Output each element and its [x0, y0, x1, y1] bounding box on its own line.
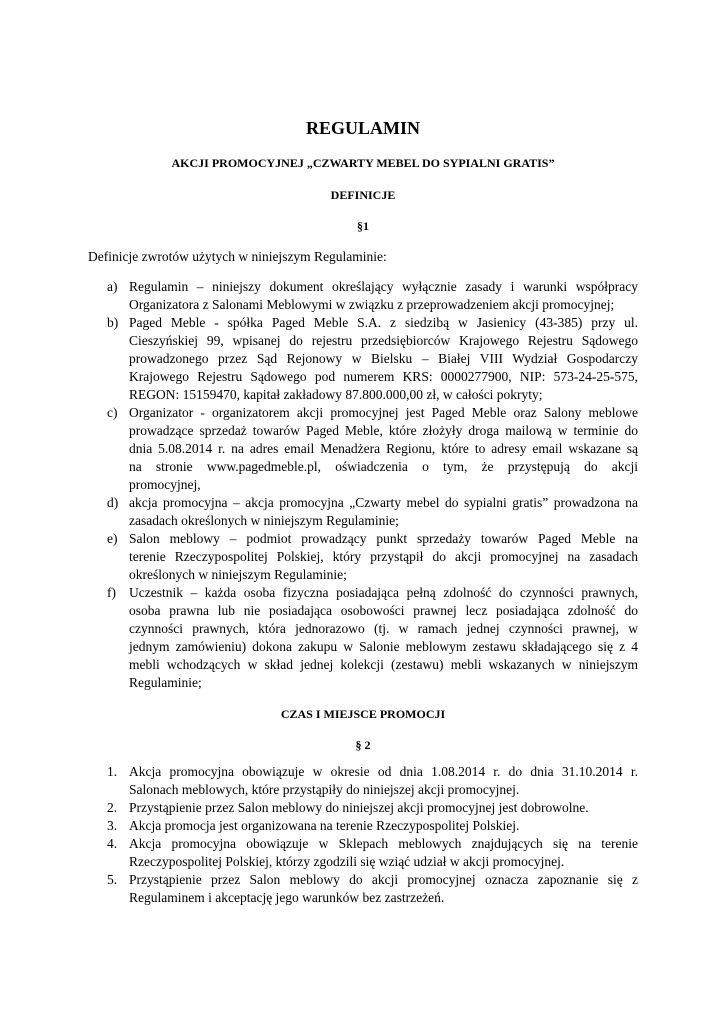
- item-text-line: prowadzące sprzedaż towarów Paged Meble, które złożyły droga mailową w terminie do: [129, 423, 638, 438]
- list-marker: a): [107, 279, 118, 294]
- item-text-line: określonych w niniejszym Regulaminie;: [129, 567, 347, 582]
- paragraph-mark-2: § 2: [355, 738, 371, 752]
- time-place-list: [88, 763, 638, 907]
- paragraph-mark-1: §1: [357, 219, 369, 233]
- item-text-line: Salon meblowy – podmiot prowadzący punkt sprzedaży towarów Paged Meble na: [129, 531, 638, 546]
- item-text-line: Akcja promocyjna obowiązuje w okresie od dnia 1.08.2014 r. do dnia 31.10.2014 r.: [129, 764, 638, 779]
- section-heading-definitions: DEFINICJE: [330, 188, 396, 202]
- list-marker: 3.: [107, 818, 118, 833]
- list-marker: 4.: [107, 836, 118, 851]
- numbered-item-1: [88, 763, 638, 799]
- list-marker: b): [107, 315, 119, 330]
- item-text-line: Akcja promocja jest organizowana na terenie Rzeczypospolitej Polskiej.: [129, 818, 520, 833]
- item-text-line: czynności prawnych, która jednorazowo (tj. w ramach jednej czynności prawnej, w: [129, 621, 638, 636]
- item-text-line: Akcja promocyjna obowiązuje w Sklepach meblowych znajdujących się na terenie: [129, 836, 638, 851]
- definition-item-c: [88, 404, 638, 494]
- item-text-line: Organizatora z Salonami Meblowymi w związku z przeprowadzeniem akcji promocyjnej;: [129, 297, 615, 312]
- definition-item-f: [88, 584, 638, 692]
- item-text-line: mebli wchodzących w skład jednej kolekcji (zestawu) mebli wskazanych w niniejszym: [129, 657, 638, 672]
- document-subtitle: AKCJI PROMOCYJNEJ „CZWARTY MEBEL DO SYPIALNI GRATIS”: [171, 156, 555, 170]
- item-text-line: Organizator - organizatorem akcji promocyjnej jest Paged Meble oraz Salony meblowe: [129, 405, 638, 420]
- item-text-line: Regulaminie;: [129, 675, 202, 690]
- item-text-line: na stronie www.pagedmeble.pl, oświadczenia o tym, że przystępują do akcji: [129, 459, 638, 474]
- document-title: REGULAMIN: [305, 118, 420, 138]
- item-text-line: Krajowego Rejestru Sądowego pod numerem KRS: 0000277900, NIP: 573-24-25-575,: [129, 369, 638, 384]
- section-heading-time-place: CZAS I MIEJSCE PROMOCJI: [280, 707, 446, 721]
- item-text-line: Przystąpienie przez Salon meblowy do akcji promocyjnej oznacza zapoznanie się z: [129, 872, 638, 887]
- item-text-line: Salonach meblowych, które przystąpiły do niniejszej akcji promocyjnej.: [129, 782, 520, 797]
- definitions-list: [88, 278, 638, 692]
- list-marker: d): [107, 495, 119, 510]
- list-marker: 1.: [107, 764, 118, 779]
- list-marker: 2.: [107, 800, 118, 815]
- item-text-line: zasadach określonych w niniejszym Regulaminie;: [129, 513, 399, 528]
- definition-item-e: [88, 530, 638, 584]
- item-text-line: Regulaminem i akceptację jego warunków bez zastrzeżeń.: [129, 890, 445, 905]
- item-text-line: Rzeczypospolitej Polskiej, którzy zgodzili się wziąć udział w akcji promocyjnej.: [129, 854, 565, 869]
- list-marker: e): [107, 531, 118, 546]
- item-text-line: terenie Rzeczypospolitej Polskiej, który przystąpił do akcji promocyjnej na zasadach: [129, 549, 638, 564]
- item-text-line: dnia 5.08.2014 r. na adres email Menadżera Regionu, które to adresy email wskazane są: [129, 441, 638, 456]
- item-text-line: jednym zamówieniu) dokona zakupu w Salonie meblowym zestawu składającego się z 4: [129, 639, 638, 654]
- item-text-line: akcja promocyjna – akcja promocyjna „Czwarty mebel do sypialni gratis” prowadzona na: [129, 495, 638, 510]
- item-text-line: Paged Meble - spółka Paged Meble S.A. z siedzibą w Jasienicy (43-385) przy ul.: [129, 315, 638, 330]
- item-text-line: osoba prawna lub nie posiadająca osobowości prawnej lecz posiadająca zdolność do: [129, 603, 638, 618]
- numbered-item-5: [88, 871, 638, 907]
- numbered-item-4: [88, 835, 638, 871]
- list-marker: c): [107, 405, 118, 420]
- item-text-line: Przystąpienie przez Salon meblowy do niniejszej akcji promocyjnej jest dobrowolne.: [129, 800, 589, 815]
- item-text-line: Regulamin – niniejszy dokument określający wyłącznie zasady i warunki współpracy: [129, 279, 638, 294]
- numbered-item-2: [88, 799, 638, 817]
- item-text-line: promocyjnej,: [129, 477, 201, 492]
- definition-item-a: [88, 278, 638, 314]
- item-text-line: Cieszyńskiej 99, wpisanej do rejestru przedsiębiorców Krajowego Rejestru Sądowego: [129, 333, 638, 348]
- numbered-item-3: [88, 817, 638, 835]
- item-text-line: Uczestnik – każda osoba fizyczna posiadająca pełną zdolność do czynności prawnych,: [129, 585, 638, 600]
- definitions-intro: Definicje zwrotów użytych w niniejszym Regulaminie:: [88, 249, 387, 264]
- definition-item-b: [88, 314, 638, 404]
- definition-item-d: [88, 494, 638, 530]
- item-text-line: prowadzonego przez Sąd Rejonowy w Bielsku – Białej VIII Wydział Gospodarczy: [129, 351, 638, 366]
- list-marker: 5.: [107, 872, 118, 887]
- item-text-line: REGON: 15159470, kapitał zakładowy 87.800.000,00 zł, w całości pokryty;: [129, 387, 543, 402]
- list-marker: f): [107, 585, 116, 600]
